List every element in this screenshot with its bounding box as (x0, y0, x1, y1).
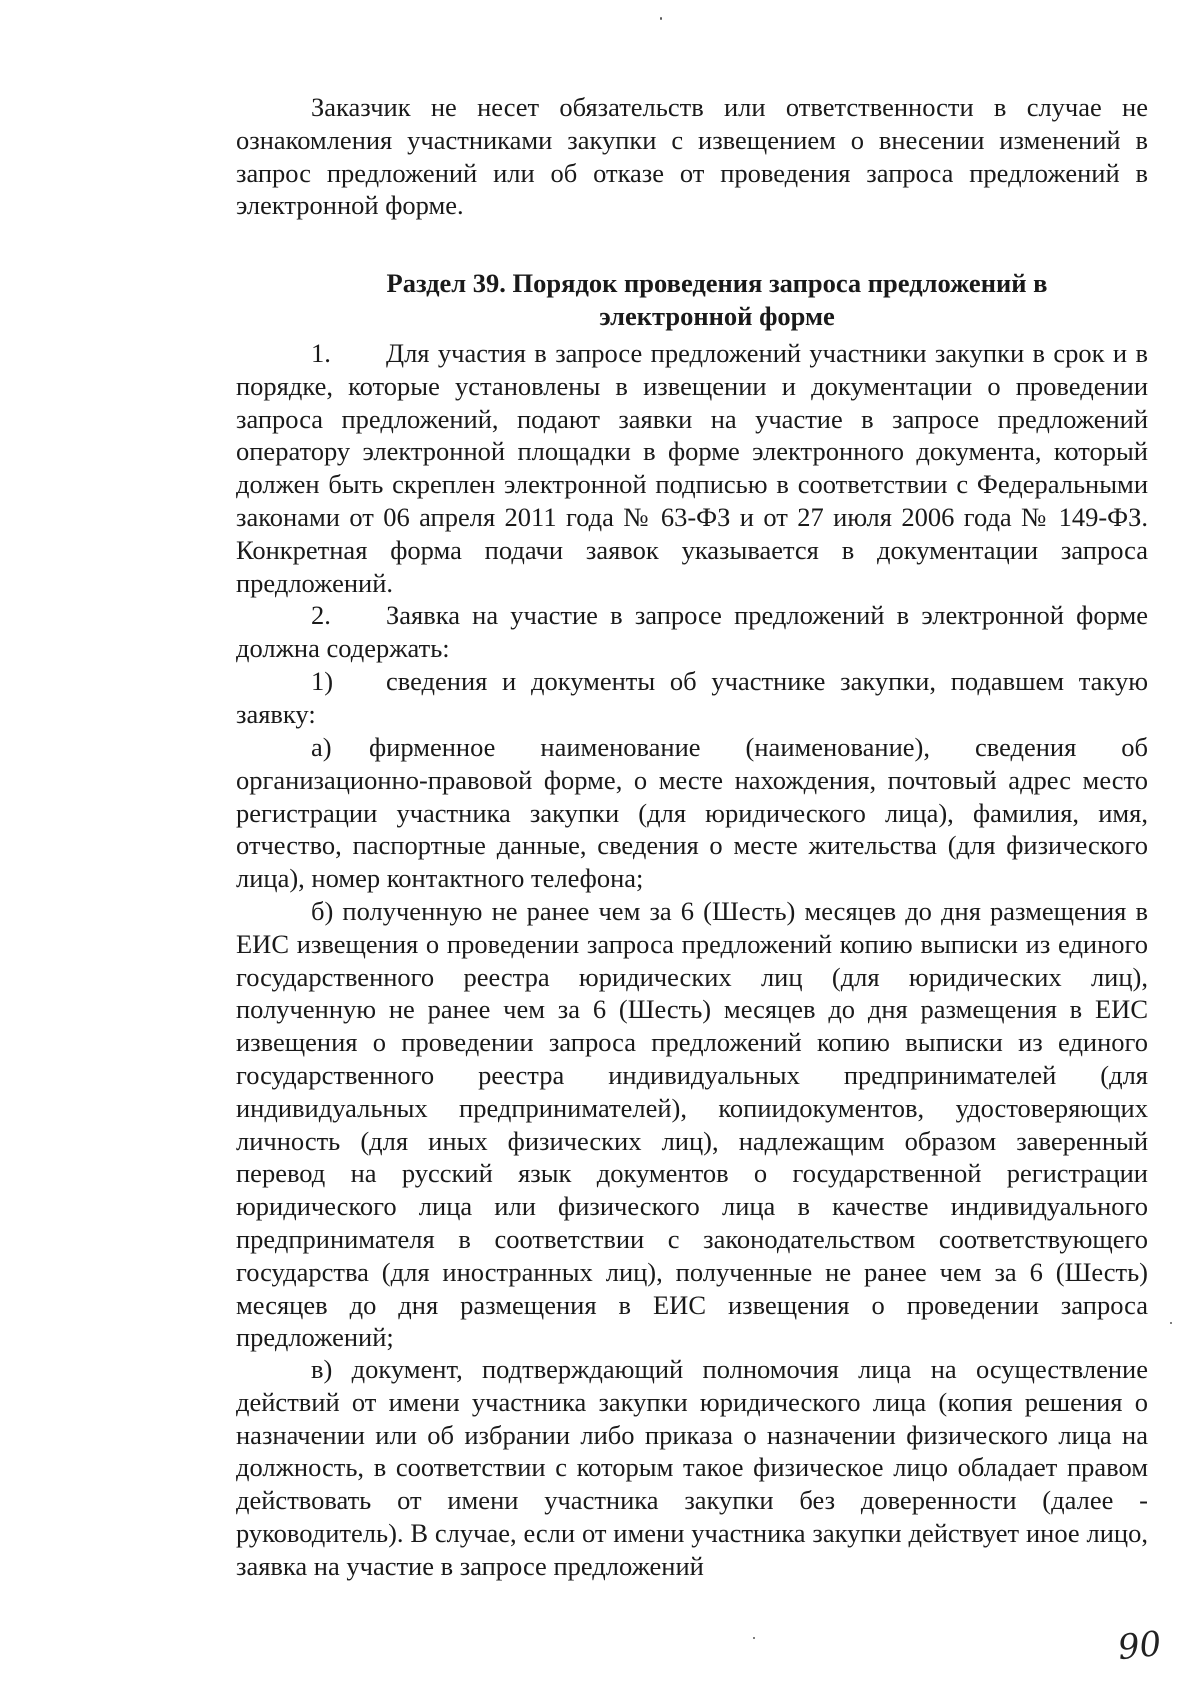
item-1 (236, 337, 1148, 599)
page-number: 90 (1116, 1623, 1164, 1669)
subitem-a (236, 731, 1148, 895)
scan-speck (1170, 1322, 1172, 1324)
scan-speck (753, 1637, 755, 1639)
item-2-number: 2. (311, 600, 331, 630)
subitem-1 (236, 665, 1148, 731)
subitem-1-text: сведения и документы об участнике закупки, подавшем такую заявку: (236, 666, 1148, 729)
section-heading-line2: электронной форме (599, 301, 835, 331)
scan-speck (660, 17, 662, 20)
subitem-v: в) документ, подтверждающий полномочия лица на осуществление действий от имени участника закупки юридического лица (копия решения о назначении или об избрании либо приказа о назначении физического лица на должность, в соответствии с которым такое физическое лицо обладает правом действовать от имени участника закупки без доверенности (далее - руководитель). В случае, если от имени участника закупки действует иное лицо, заявка на участие в запросе предложений (236, 1354, 1148, 1581)
item-1-number: 1. (311, 338, 331, 368)
subitem-1-number: 1) (311, 666, 334, 696)
section-heading (236, 267, 1148, 333)
subitem-b: б) полученную не ранее чем за 6 (Шесть) месяцев до дня размещения в ЕИС извещения о проведении запроса предложений копию выписки из единого государственного реестра юридических лиц (для юридических лиц), полученную не ранее чем за 6 (Шесть) месяцев до дня размещения в ЕИС извещения о проведении запроса предложений копию выписки из единого государственного реестра индивидуальных предпринимателей (для индивидуальных предпринимателей), копиидокументов, удостоверяющих личность (для иных физических лиц), надлежащим образом заверенный перевод на русский язык документов о государственной регистрации юридического лица или физического лица в качестве индивидуального предпринимателя в соответствии с законодательством соответствующего государства (для иностранных лиц), полученные не ранее чем за 6 (Шесть) месяцев до дня размещения в ЕИС извещения о проведении запроса предложений; (236, 896, 1148, 1353)
item-2 (236, 599, 1148, 665)
subitem-a-text: фирменное наименование (наименование), сведения об организационно-правовой форме, о месте нахождения, почтовый адрес место регистрации участника закупки (для юридического лица), фамилия, имя, отчество, паспортные данные, сведения о месте жительства (для физического лица), номер контактного телефона; (236, 732, 1148, 894)
item-2-text: Заявка на участие в запросе предложений в электронной форме должна содержать: (236, 600, 1148, 663)
item-1-text: Для участия в запросе предложений участники закупки в срок и в порядке, которые установлены в извещении и документации о проведении запроса предложений, подают заявки на участие в запросе предложений оператору электронной площадки в форме электронного документа, который должен быть скреплен электронной подписью в соответствии с Федеральными законами от 06 апреля 2011 года № 63-ФЗ и от 27 июля 2006 года № 149-ФЗ. Конкретная форма подачи заявок указывается в документации запроса предложений. (236, 338, 1148, 598)
subitem-a-number: а) (311, 732, 332, 762)
section-heading-line1: Раздел 39. Порядок проведения запроса предложений в (386, 268, 1048, 298)
intro-paragraph: Заказчик не несет обязательств или ответственности в случае не ознакомления участниками закупки с извещением о внесении изменений в запрос предложений или об отказе от проведения запроса предложений в электронной форме. (236, 92, 1148, 221)
